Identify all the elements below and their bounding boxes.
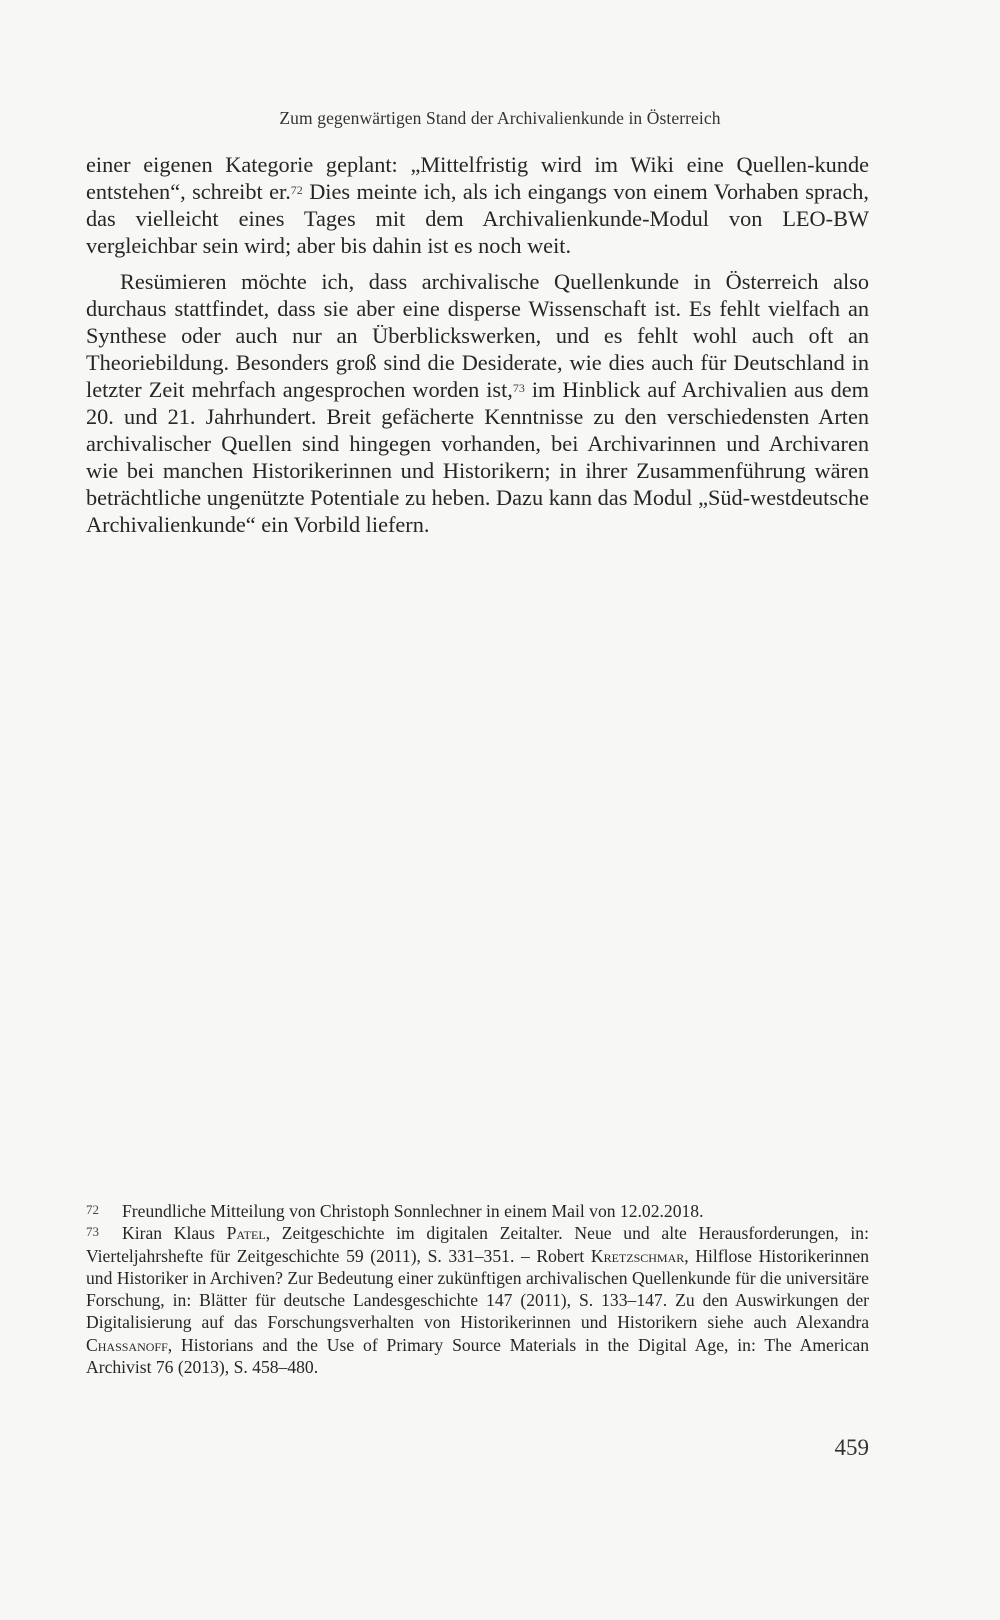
footnote-73-author-1: Kiran Klaus xyxy=(122,1223,227,1244)
running-head: Zum gegenwärtigen Stand der Archivalienkunde in Österreich xyxy=(279,108,721,128)
footnote-ref-72[interactable]: 72 xyxy=(290,183,303,197)
footnote-73-author-3-surname: Chassanoff xyxy=(86,1334,168,1355)
footnote-72: 72 Freundliche Mitteilung von Christoph Sonnlechner in einem Mail von 12.02.2018. xyxy=(86,1201,704,1221)
footnote-73-author-2-surname: Kretzschmar xyxy=(590,1245,685,1266)
main-text xyxy=(86,151,869,538)
page-number: 459 xyxy=(834,1435,869,1460)
footnotes xyxy=(86,1200,869,1378)
paragraph-2 xyxy=(86,268,869,538)
footnote-73-text-3: , Historians and the Use of Primary Source Materials in the Digital Age, in: The American Archivist 76 (2013), S. 458–480. xyxy=(86,1334,869,1378)
footnote-73-text-2: , Hilflose Historikerinnen und Historiker in Archiven? Zur Bedeutung einer zukünftigen archivalischen Quellenkunde für die universitäre Forschung, in: Blätter für deutsche Landesgeschichte 147 (2011), S. 133–147. Zu den Auswirkungen der Digitalisierung auf das Forschungsverhalten von Historikerinnen und Historikern siehe auch Alexandra xyxy=(86,1245,869,1333)
paragraph-2-text-b: im Hinblick auf Archivalien aus dem 20. und 21. Jahrhundert. Breit gefächerte Kenntnisse zu den verschiedensten Arten archivalischer Quellen sind hingegen vorhanden, bei Archivarinnen und Archivaren wie bei manchen Historikerinnen und Historikern; in ihrer Zusammenführung wären beträchtliche ungenützte Potentiale zu heben. Dazu kann das Modul „Süd-westdeutsche Archivalienkunde“ ein Vorbild liefern. xyxy=(86,377,869,537)
paragraph-1 xyxy=(86,151,869,259)
footnote-73: 73 Kiran Klaus Patel, Zeitgeschichte im digitalen Zeitalter. Neue und alte Herausforderungen, in: Vierteljahrshefte für Zeitgeschichte 59 (2011), S. 331–351. – Robert Kretzschmar, Hilflose Historikerinnen und Historiker in Archiven? Zur Bedeutung einer zukünftigen archivalischen Quellenkunde für die universitäre Forschung, in: Blätter für deutsche Landesgeschichte 147 (2011), S. 133–147. Zu den Auswirkungen der Digitalisierung auf das Forschungsverhalten von Historikerinnen und Historikern siehe auch Alexandra Chassanoff, Historians and the Use of Primary Source Materials in the Digital Age, in: The American Archivist 76 (2013), S. 458–480. xyxy=(86,1223,869,1378)
footnote-73-author-1-surname: Patel xyxy=(226,1223,266,1244)
footnote-72-text: Freundliche Mitteilung von Christoph Sonnlechner in einem Mail von 12.02.2018. xyxy=(122,1201,704,1221)
paragraph-1-text-b: Dies meinte ich, als ich eingangs von einem Vorhaben sprach, das vielleicht eines Tages mit dem Archivalienkunde-Modul von LEO-BW vergleichbar sein wird; aber bis dahin ist es noch weit. xyxy=(86,179,869,258)
paragraph-2-text-a: Resümieren möchte ich, dass archivalische Quellenkunde in Österreich also durchaus stattfindet, dass sie aber eine disperse Wissenschaft ist. Es fehlt vielfach an Synthese oder auch nur an Überblickswerken, und es fehlt wohl auch oft an Theoriebildung. Besonders groß sind die Desiderate, wie dies auch für Deutschland in letzter Zeit mehrfach angesprochen worden ist, xyxy=(86,269,869,402)
footnote-73-text-1: , Zeitgeschichte im digitalen Zeitalter. Neue und alte Herausforderungen, in: Vierteljahrshefte für Zeitgeschichte 59 (2011), S. 331–351. – Robert xyxy=(86,1223,869,1266)
paragraph-1-text-a: einer eigenen Kategorie geplant: „Mittelfristig wird im Wiki eine Quellen-kunde entstehen“, schreibt er. xyxy=(86,152,869,204)
footnote-ref-73[interactable]: 73 xyxy=(512,381,525,395)
